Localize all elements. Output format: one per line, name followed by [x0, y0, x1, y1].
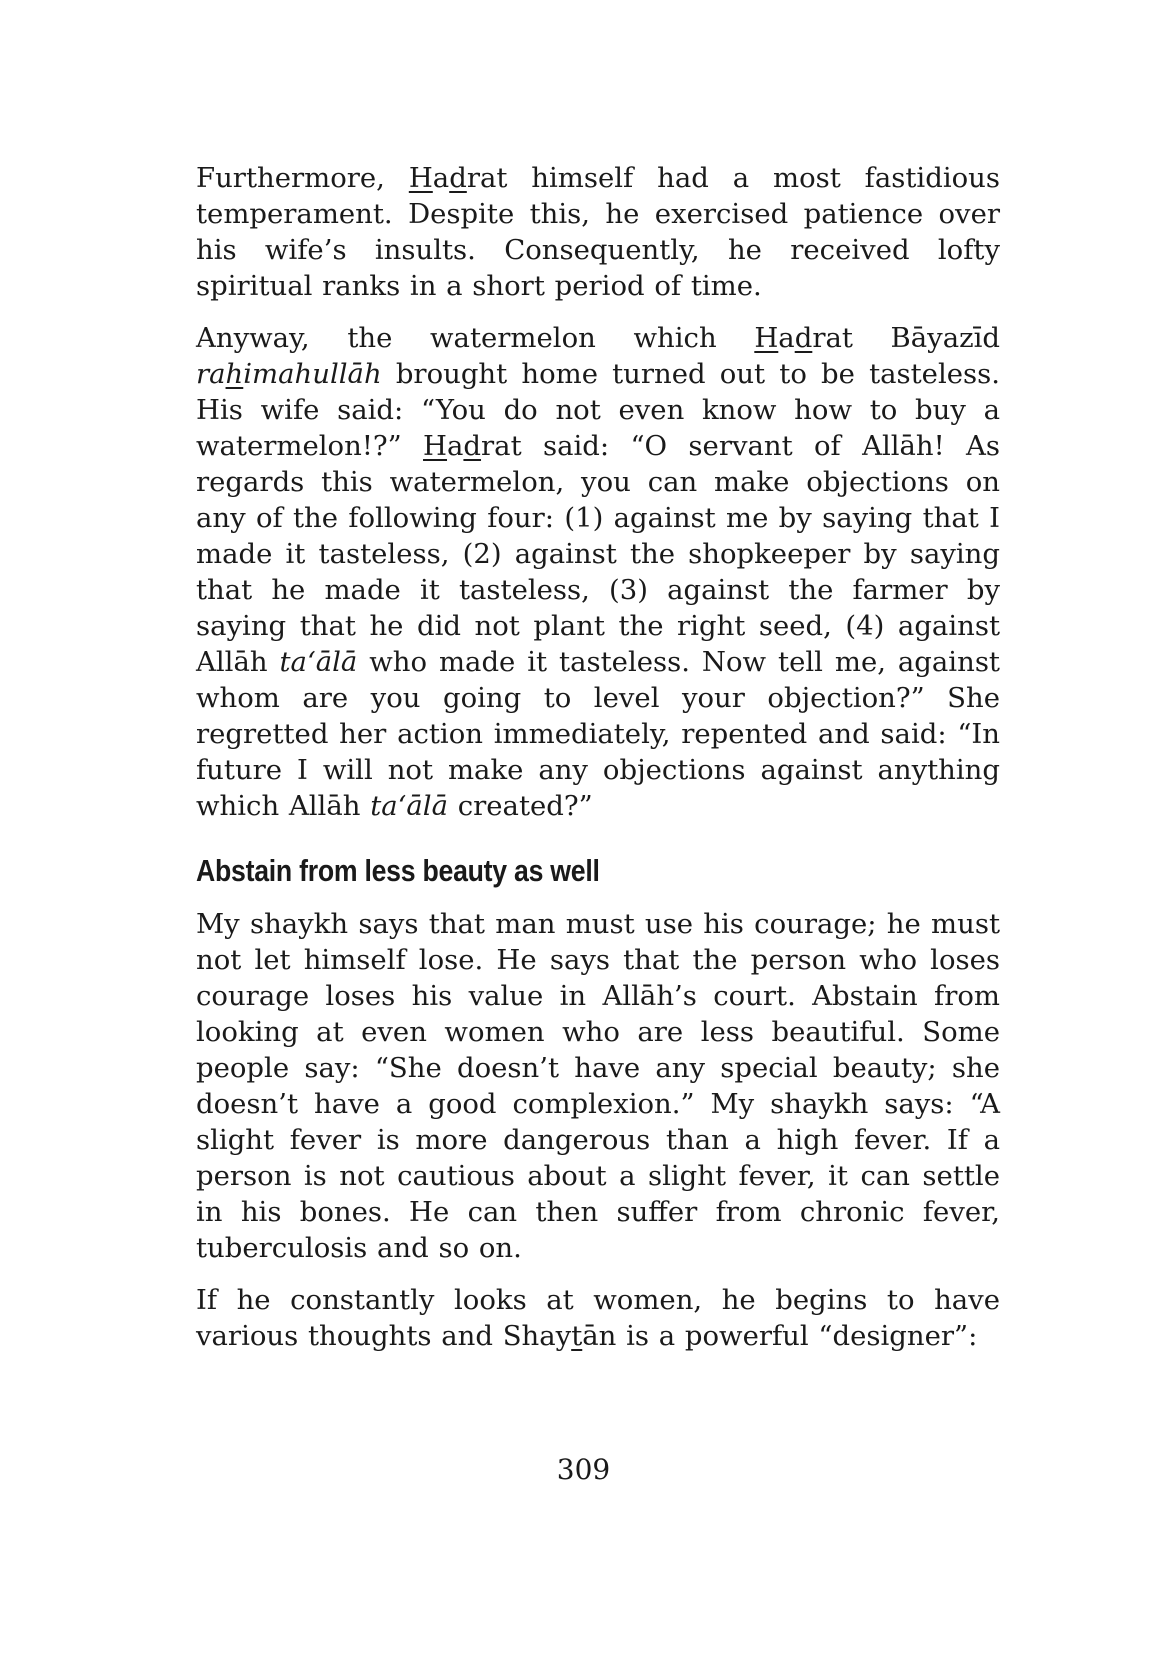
paragraph-2-run-6: h: [225, 358, 244, 390]
page-body: [196, 160, 1000, 1370]
paragraph-2-run-7: imahullāh: [243, 358, 382, 390]
paragraph-1-run-1: H: [408, 162, 433, 194]
section-heading: Abstain from less beauty as well: [196, 853, 600, 888]
paragraph-2: Anyway, the watermelon which Hadrat Bāyazīd rahimahullāh brought home turned out to be tasteless. His wife said: “You do not even know how to buy a watermelon!?” Hadrat said: “O servant of Allāh! As regards this watermelon, you can make objections on any of the following four: (1) against me by saying that I made it tasteless, (2) against the shopkeeper by saying that he made it tasteless, (3) against the farmer by saying that he did not plant the right seed, (4) against Allāh ta‘ālā who made it tasteless. Now tell me, against whom are you going to level your objection?” She regretted her action immediately, repented and said: “In future I will not make any objections against anything which Allāh ta‘ālā created?”: [196, 322, 1001, 822]
paragraph-2-run-1: H: [754, 322, 779, 354]
paragraph-2-run-11: d: [463, 430, 482, 462]
paragraph-3: My shaykh says that man must use his courage; he must not let himself lose. He says that the person who loses courage loses his value in Allāh’s court. Abstain from looking at even women who are less beautiful. Some people say: “She doesn’t have any special beauty; she doesn’t have a good complexion.” My shaykh says: “A slight fever is more dangerous than a high fever. If a person is not cautious about a slight fever, it can settle in his bones. He can then suffer from chronic fever, tuberculosis and so on.: [196, 908, 1000, 1264]
paragraph-1: Furthermore, Hadrat himself had a most fastidious temperament. Despite this, he exercised patience over his wife’s insults. Consequently, he received lofty spiritual ranks in a short period of time.: [196, 162, 1000, 302]
paragraph-2-run-3: d: [794, 322, 813, 354]
paragraph-2-run-13: ta‘ālā: [279, 646, 358, 678]
paragraph-4-run-1: t: [571, 1320, 583, 1352]
paragraph-2-run-15: ta‘ālā: [370, 790, 448, 822]
paragraph-2-run-9: H: [423, 430, 448, 462]
paragraph-4: If he constantly looks at women, he begins to have various thoughts and Shaytān is a powerful “designer”:: [196, 1284, 1000, 1352]
page-number: 309: [556, 1453, 611, 1486]
paragraph-2-run-5: ra: [196, 358, 226, 390]
paragraph-1-run-3: d: [449, 162, 467, 194]
